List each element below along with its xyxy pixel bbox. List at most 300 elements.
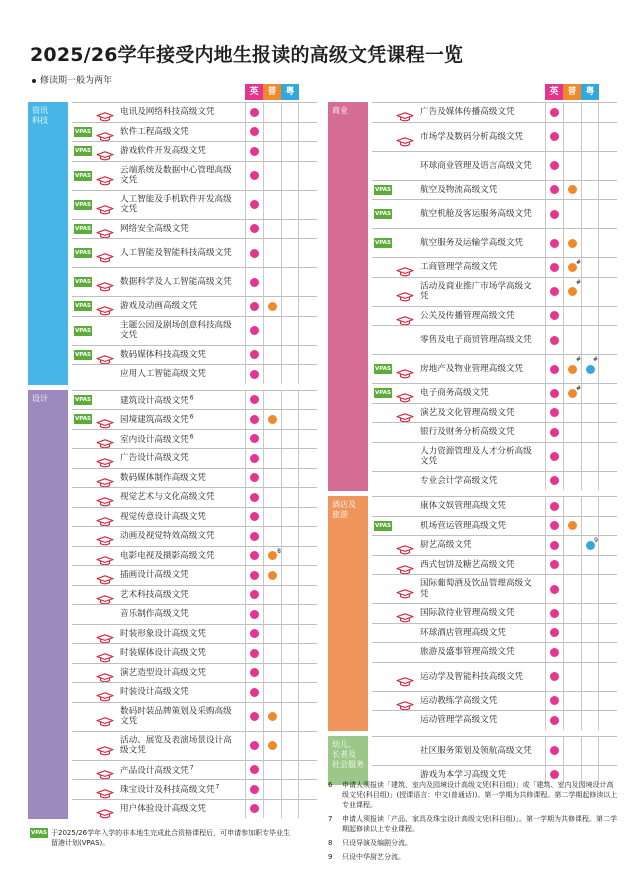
graduation-cap-icon [96, 512, 114, 522]
course-name-text: 时装设计高级文凭 [120, 687, 189, 697]
graduation-cap-icon [396, 672, 414, 682]
lang-cell-pu [263, 449, 281, 468]
lang-cell-pu [563, 711, 581, 730]
availability-dot-en [250, 741, 259, 750]
course-name-text: 网络安全高级文凭 [120, 223, 189, 234]
bullet-icon [32, 79, 36, 83]
course-name [120, 301, 240, 312]
course-row [372, 535, 617, 555]
lang-cell-pu [563, 663, 581, 691]
course-row [72, 799, 317, 819]
availability-dot-en [250, 712, 259, 721]
category-label [28, 102, 68, 385]
course-name-text: 室内设计高级文凭 [120, 434, 189, 445]
lang-cell-en [245, 732, 263, 760]
availability-dot-en [550, 585, 559, 594]
course-name-text: 艺术科技高级文凭 [120, 589, 189, 600]
lang-cell-pu [563, 123, 581, 151]
lang-cell-yu [581, 497, 599, 516]
course-row [72, 219, 317, 239]
course-name-text: 西式包饼及糖艺高级文凭 [420, 559, 515, 570]
lang-cell-yu [581, 278, 599, 306]
lang-cell-en [245, 430, 263, 449]
category-label-line: 旅游 [332, 510, 348, 519]
footnote [328, 838, 618, 848]
lang-cell-en [545, 326, 563, 354]
course-name [420, 579, 540, 600]
course-row [72, 102, 317, 122]
course-name-text: 插画设计高级文凭 [120, 570, 189, 580]
course-name-text: 航空机舱及客运服务高级文凭 [420, 208, 532, 219]
lang-cell-yu [281, 761, 299, 780]
course-row [372, 325, 617, 354]
availability-dot-en [550, 746, 559, 755]
lang-cell-yu [281, 508, 299, 527]
lang-cell-pu [563, 556, 581, 575]
category-label-line: 社会服务 [332, 759, 364, 769]
availability-dot-pu [568, 287, 577, 296]
course-name-text: 用户体验设计高级文凭 [120, 803, 206, 814]
lang-cell-en [545, 604, 563, 623]
course-name-text: 游戏为本学习高级文凭 [420, 769, 506, 780]
availability-dot-en [550, 648, 559, 657]
course-name [120, 350, 240, 361]
lang-cell-yu [581, 152, 599, 180]
lang-cell-pu [263, 191, 281, 219]
lang-cell-pu [263, 391, 281, 410]
lang-cell-pu [563, 355, 581, 383]
lang-cell-yu [581, 384, 599, 403]
course-name-text: 数据科学及人工智能高级文凭 [120, 276, 232, 287]
course-row [72, 238, 317, 267]
lang-cell-en [245, 644, 263, 663]
course-name [120, 165, 240, 186]
availability-dot-pu [268, 302, 277, 311]
course-name [420, 335, 540, 346]
lang-cell-pu [263, 103, 281, 122]
lang-cell-yu [581, 692, 599, 711]
lang-cell-pu [563, 152, 581, 180]
course-name [120, 453, 240, 464]
availability-dot-en [250, 350, 259, 359]
lang-cell-pu [263, 123, 281, 142]
availability-dot-en [250, 171, 259, 180]
course-name [120, 127, 240, 138]
lang-cell-en [245, 123, 263, 142]
course-name-text: 人力资源管理及人才分析高级文凭 [420, 446, 532, 467]
category-label-line: 科技 [32, 116, 48, 125]
availability-dot-en [250, 473, 259, 482]
footnote-ref: 7 [215, 783, 220, 791]
lang-cell-en [245, 527, 263, 546]
category-label-line: 长者及 [332, 749, 356, 759]
vpas-badge: VPAS [74, 148, 91, 155]
availability-dot-en [550, 239, 559, 248]
course-row [72, 604, 317, 624]
lang-cell-pu [563, 536, 581, 555]
course-name [120, 320, 240, 341]
graduation-cap-icon [396, 107, 414, 117]
graduation-cap-icon [96, 784, 114, 794]
lang-cell-en [245, 268, 263, 296]
lang-cell-yu [281, 780, 299, 799]
course-name-text: 人工智能及手机软件开发高级文凭 [120, 194, 232, 215]
lang-cell-pu [263, 644, 281, 663]
course-row [72, 390, 317, 410]
availability-dot-en [550, 452, 559, 461]
lang-col-en: 英 [545, 84, 563, 100]
course-name-text: 电子商务高级文凭 [420, 388, 489, 398]
lang-cell-yu [581, 663, 599, 691]
lang-cell-pu [563, 737, 581, 765]
lang-cell-yu [581, 307, 599, 326]
lang-cell-yu [281, 586, 299, 605]
graduation-cap-icon [396, 287, 414, 297]
course-name [420, 311, 540, 322]
lang-cell-pu [263, 488, 281, 507]
course-name [120, 413, 240, 426]
course-row [72, 190, 317, 219]
vpas-badge: VPAS [74, 351, 91, 358]
lang-col-yu: 粤 [581, 84, 599, 100]
footnote-ref: 6 [189, 433, 194, 441]
course-name [420, 131, 540, 142]
course-name [420, 427, 540, 438]
lang-cell-yu [581, 517, 599, 536]
lang-cell-yu [281, 346, 299, 365]
lang-cell-yu [281, 732, 299, 760]
graduation-cap-icon [96, 551, 114, 561]
vpas-badge: VPAS [374, 522, 391, 529]
lang-cell-yu [581, 711, 599, 730]
vpas-badge: VPAS [74, 327, 91, 334]
availability-dot-pu [268, 571, 277, 580]
course-row [372, 122, 617, 151]
vpas-badge: VPAS [374, 211, 391, 217]
course-name-text: 园境建筑高级文凭 [120, 415, 189, 426]
course-row [72, 296, 317, 316]
lang-cell-en [545, 384, 563, 403]
section-rows [372, 102, 617, 490]
course-row [72, 161, 317, 190]
lang-cell-pu [263, 508, 281, 527]
vpas-badge: VPAS [374, 186, 391, 193]
lang-cell-yu [281, 605, 299, 624]
lang-cell-en [545, 404, 563, 423]
graduation-cap-icon [396, 560, 414, 570]
availability-dot-pu [568, 239, 577, 248]
lang-cell-en [245, 800, 263, 819]
availability-dot-en [250, 590, 259, 599]
course-name-text: 航空及物流高级文凭 [420, 184, 498, 195]
course-row [72, 585, 317, 605]
course-name [420, 628, 540, 639]
lang-cell-en [545, 692, 563, 711]
lang-cell-pu [563, 517, 581, 536]
lang-cell-pu [263, 162, 281, 190]
graduation-cap-icon [96, 224, 114, 234]
course-name [420, 608, 540, 619]
lang-cell-en [545, 536, 563, 555]
lang-cell-yu [581, 472, 599, 491]
lang-cell-en [245, 103, 263, 122]
course-name [120, 629, 240, 640]
lang-cell-pu [263, 430, 281, 449]
lang-cell-en [545, 517, 563, 536]
graduation-cap-icon [396, 608, 414, 618]
course-row [72, 448, 317, 468]
course-row [372, 354, 617, 383]
course-name-text: 人工智能及智能科技高级文凭 [120, 247, 232, 258]
course-name [420, 185, 540, 196]
availability-dot-en [250, 108, 259, 117]
graduation-cap-icon [96, 712, 114, 722]
availability-dot-en [550, 609, 559, 618]
lang-cell-en [245, 488, 263, 507]
footnote-number: 9 [328, 853, 333, 861]
vpas-badge: VPAS [30, 830, 47, 836]
course-name-text: 应用人工智能高级文凭 [120, 369, 206, 379]
course-name-text: 演艺造型设计高级文凭 [120, 667, 206, 678]
lang-cell-en [545, 307, 563, 326]
lang-cell-en [245, 317, 263, 345]
footnote-ref: 8 [277, 547, 281, 555]
category-label-line: 幼儿、 [332, 739, 356, 749]
course-name [420, 209, 540, 220]
lang-cell-yu [281, 527, 299, 546]
availability-dot-en [550, 541, 559, 550]
lang-cell-pu [263, 625, 281, 644]
lang-cell-en [545, 737, 563, 765]
availability-dot-pu [568, 365, 577, 374]
lang-cell-yu [581, 575, 599, 603]
course-name [120, 687, 240, 698]
lang-cell-yu [581, 123, 599, 151]
lang-cell-pu [563, 423, 581, 442]
course-name-text: 环球酒店管理高级文凭 [420, 627, 506, 638]
lang-cell-yu [281, 547, 299, 566]
course-name-text: 广告设计高级文凭 [120, 453, 189, 463]
course-name-text: 广告及媒体传播高级文凭 [420, 107, 515, 117]
availability-dot-yu [586, 365, 595, 374]
lang-cell-en [245, 410, 263, 429]
course-row [72, 643, 317, 663]
course-row [72, 409, 317, 429]
lang-cell-pu [563, 497, 581, 516]
availability-dot-en [550, 210, 559, 219]
category-label [328, 496, 368, 731]
lang-cell-en [545, 443, 563, 471]
footnote-ref: # [575, 385, 581, 392]
graduation-cap-icon [96, 473, 114, 483]
course-name-text: 公关及传播管理高级文凭 [420, 310, 515, 321]
lang-cell-pu [563, 258, 581, 277]
course-row [372, 180, 617, 200]
course-name [120, 248, 240, 259]
course-name [420, 281, 540, 302]
availability-dot-en [550, 628, 559, 637]
lang-cell-yu [281, 469, 299, 488]
course-row [372, 516, 617, 536]
graduation-cap-icon [396, 584, 414, 594]
course-name [120, 107, 240, 118]
graduation-cap-icon [396, 364, 414, 374]
availability-dot-en [250, 249, 259, 258]
graduation-cap-icon [396, 408, 414, 418]
lang-cell-yu [581, 604, 599, 623]
lang-col-yu: 粤 [281, 84, 299, 100]
course-name-text: 音乐制作高级文凭 [120, 609, 189, 619]
lang-cell-yu [281, 391, 299, 410]
section-rows [372, 496, 617, 730]
vpas-badge: VPAS [374, 390, 391, 397]
course-name [420, 364, 540, 375]
lang-cell-en [545, 355, 563, 383]
course-row [372, 496, 617, 516]
category-label [328, 736, 368, 786]
availability-dot-en [550, 560, 559, 569]
course-row [372, 555, 617, 575]
lang-cell-yu [581, 326, 599, 354]
availability-dot-en [550, 336, 559, 345]
course-row [372, 257, 617, 277]
lang-cell-en [545, 472, 563, 491]
course-name-text: 零售及电子商贸管理高级文凭 [420, 334, 532, 345]
course-name-text: 产品设计高级文凭 [120, 765, 189, 776]
availability-dot-en [550, 365, 559, 374]
course-row [72, 468, 317, 488]
lang-cell-en [245, 220, 263, 239]
course-name [420, 262, 540, 273]
availability-dot-en [250, 804, 259, 813]
footnote-ref: # [575, 356, 581, 363]
vpas-legend [30, 828, 291, 848]
course-row [72, 122, 317, 142]
availability-dot-en [550, 311, 559, 320]
availability-dot-en [550, 476, 559, 485]
vpas-badge: VPAS [74, 225, 91, 232]
course-row [72, 507, 317, 527]
lang-cell-en [245, 449, 263, 468]
availability-dot-en [250, 395, 259, 404]
lang-cell-yu [581, 258, 599, 277]
lang-cell-en [545, 181, 563, 200]
graduation-cap-icon [96, 200, 114, 210]
course-name [120, 369, 240, 380]
course-row [372, 403, 617, 423]
availability-dot-en [250, 785, 259, 794]
availability-dot-en [250, 688, 259, 697]
lang-cell-yu [281, 800, 299, 819]
course-name-text: 旅游及盛事管理高级文凭 [420, 647, 515, 657]
footnote-ref: 6 [189, 413, 194, 421]
course-name-text: 主题公园及剧场创意科技高级文凭 [120, 320, 232, 341]
course-row [72, 624, 317, 644]
availability-dot-en [250, 127, 259, 136]
availability-dot-en [250, 649, 259, 658]
availability-dot-en [250, 434, 259, 443]
course-name [420, 388, 540, 399]
lang-cell-en [245, 703, 263, 731]
availability-dot-en [550, 521, 559, 530]
lang-cell-pu [263, 239, 281, 267]
lang-cell-pu [263, 410, 281, 429]
course-name [120, 804, 240, 815]
lang-cell-pu [563, 200, 581, 228]
course-name-text: 时装媒体设计高级文凭 [120, 648, 206, 658]
availability-dot-en [250, 370, 259, 379]
vpas-badge: VPAS [74, 396, 91, 403]
lang-cell-yu [281, 317, 299, 345]
lang-cell-en [245, 191, 263, 219]
lang-cell-pu [563, 384, 581, 403]
lang-cell-pu [263, 605, 281, 624]
footnote-text: 申请人须报读「产品、家具及珠宝设计高级文凭(科目组)」。第一学期为共修课程。第二学期起修读以上专业课程。 [342, 815, 617, 833]
lang-cell-yu [281, 239, 299, 267]
lang-cell-pu [263, 547, 281, 566]
lang-cell-pu [563, 307, 581, 326]
graduation-cap-icon [96, 277, 114, 287]
availability-dot-en [250, 668, 259, 677]
lang-cell-pu [563, 278, 581, 306]
footnote-ref: 7 [189, 764, 194, 772]
lang-cell-yu [281, 703, 299, 731]
vpas-badge: VPAS [74, 172, 91, 179]
lang-col-pu: 普 [563, 84, 581, 100]
page-title: 2025/26学年接受内地生报读的高级文凭课程一览 [30, 44, 464, 66]
lang-cell-yu [581, 181, 599, 200]
graduation-cap-icon [396, 311, 414, 321]
lang-cell-en [545, 229, 563, 257]
course-name [120, 277, 240, 288]
course-name-text: 珠宝设计及科技高级文凭 [120, 785, 215, 796]
availability-dot-en [250, 551, 259, 560]
lang-cell-pu [263, 365, 281, 384]
lang-cell-en [545, 663, 563, 691]
availability-dot-en [250, 610, 259, 619]
lang-cell-yu [581, 355, 599, 383]
lang-cell-en [545, 200, 563, 228]
course-name-text: 电讯及网络科技高级文凭 [120, 107, 215, 117]
lang-cell-yu [281, 268, 299, 296]
course-name [120, 512, 240, 523]
lang-cell-pu [263, 220, 281, 239]
lang-cell-yu [581, 443, 599, 471]
course-name [420, 160, 540, 171]
graduation-cap-icon [96, 531, 114, 541]
lang-cell-pu [263, 703, 281, 731]
availability-dot-pu [268, 415, 277, 424]
lang-cell-en [545, 643, 563, 662]
availability-dot-en [250, 200, 259, 209]
course-name [420, 476, 540, 487]
course-row [72, 141, 317, 161]
lang-col-pu: 普 [263, 84, 281, 100]
course-name-text: 运动教练学高级文凭 [420, 695, 498, 706]
availability-dot-en [550, 770, 559, 779]
graduation-cap-icon [96, 453, 114, 463]
course-row [372, 662, 617, 691]
vpas-badge: VPAS [74, 128, 91, 135]
section-rows [72, 102, 317, 384]
graduation-cap-icon [96, 414, 114, 424]
footnote-number: 6 [328, 781, 333, 789]
course-name-text: 活动、展览及表演场景设计高级文凭 [120, 735, 232, 756]
course-name [120, 551, 240, 562]
vpas-legend-text: 于2025/26学年入学的非本地生完成此合资格课程后，可申请参加职专毕业生留港计划(VPAS)。 [51, 829, 291, 847]
lang-cell-en [245, 391, 263, 410]
lang-cell-pu [563, 575, 581, 603]
